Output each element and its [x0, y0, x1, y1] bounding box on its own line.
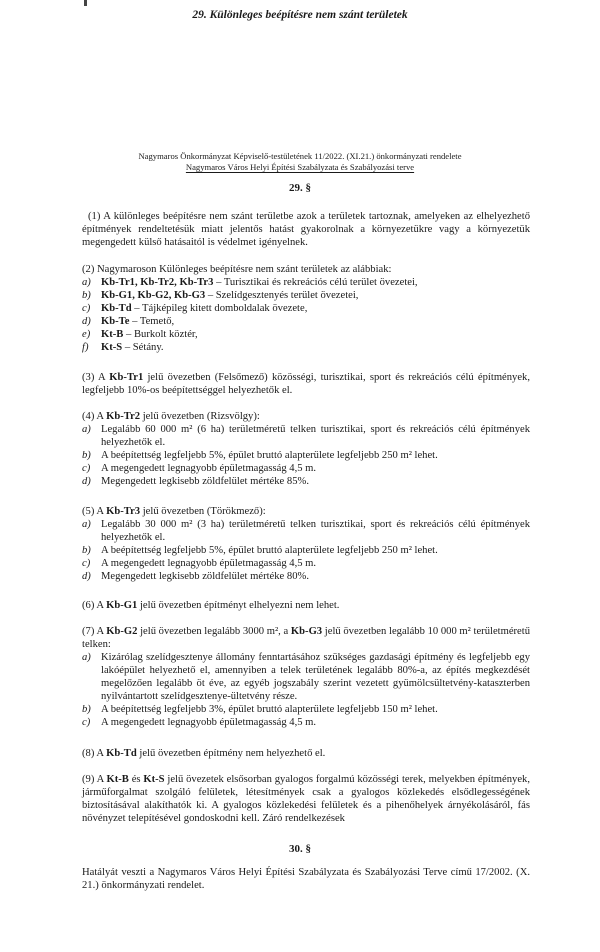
paragraph-9: (9) A Kt-B és Kt-S jelű övezetek elsősorban gyalogos forgalmú közösségi terek, melyekben építmények, járműforgalmat szolgáló felületek, létesítmények csak a gyalogos közlekedés elsődlegességének biztosításával alakíthatók ki. A gyalogos közlekedési felületek és a pihenőhelyek árnyékolásáról, fás növényzet telepítésével gondoskodni kell. Záró rendelkezések	[82, 774, 530, 824]
list-item: a) Legalább 60 000 m² (6 ha) területméretű telken turisztikai, sport és rekreációs célú építmények helyezhetők el.	[82, 424, 530, 448]
paragraph-4-intro: (4) A Kb-Tr2 jelű övezetben (Rizsvölgy):	[82, 411, 260, 422]
list-item: f) Kt-S – Sétány.	[82, 342, 164, 353]
list-item: a) Kizárólag szelídgesztenye állomány fenntartásához szükséges gazdasági építmény és legfeljebb egy lakóépület helyezhető el, amennyiben a telek területének legalább 80%-a, az építés megkezdését megelőzően legalább öt éve, az egyéb jogszabály szerint vezetett gyümölcsültetvény-kataszterben nyilvántartott szelídgesztenye-ültetvény része.	[82, 652, 530, 702]
paragraph-7-intro: (7) A Kb-G2 jelű övezetben legalább 3000 m², a Kb-G3 jelű övezetben legalább 10 000 m² területméretű telken:	[82, 626, 531, 650]
header-line-2: Nagymaros Város Helyi Építési Szabályzata és Szabályozási terve	[185, 162, 415, 172]
list-item: e) Kt-B – Burkolt köztér,	[82, 329, 198, 340]
list-item: a) Kb-Tr1, Kb-Tr2, Kb-Tr3 – Turisztikai és rekreációs célú terület övezetei,	[82, 277, 418, 288]
list-item: d) Megengedett legkisebb zöldfelület mértéke 80%.	[82, 571, 309, 582]
list-item: b) A beépítettség legfeljebb 5%, épület bruttó alapterülete legfeljebb 250 m² lehet.	[82, 545, 438, 556]
paragraph-3: (3) A Kb-Tr1 jelű övezetben (Felsőmező) közösségi, turisztikai, sport és rekreációs célú építmények, legfeljebb 10%-os beépítettséggel helyezhetők el.	[82, 372, 530, 396]
page-title: 29. Különleges beépítésre nem szánt területek	[192, 9, 408, 21]
paragraph-5	[82, 505, 530, 583]
paragraph-4	[82, 410, 530, 488]
list-item: b) A beépítettség legfeljebb 5%, épület bruttó alapterülete legfeljebb 250 m² lehet.	[82, 450, 438, 461]
paragraph-1: (1) A különleges beépítésre nem szánt területbe azok a területek tartoznak, amelyeken az elhelyezhető építmények rendeltetésük miatt jelentős hatást gyakorolnak a környezetükre vagy a környezetük megengedett külső hatásaitól is védelmet igényelnek.	[82, 211, 530, 248]
list-item: b) Kb-G1, Kb-G2, Kb-G3 – Szelídgesztenyés terület övezetei,	[82, 290, 359, 301]
section-29-heading: 29. §	[289, 182, 311, 194]
paragraph-6: (6) A Kb-G1 jelű övezetben építményt elhelyezni nem lehet.	[82, 600, 340, 611]
list-item: c) Kb-Td – Tájképileg kitett domboldalak övezete,	[82, 303, 308, 314]
paragraph-10: Hatályát veszti a Nagymaros Város Helyi Építési Szabályzata és Szabályozási Terve című 17/2002. (X. 21.) önkormányzati rendelet.	[82, 867, 530, 891]
zone-list	[82, 276, 530, 354]
list-item: c) A megengedett legnagyobb épületmagasság 4,5 m.	[82, 717, 317, 728]
list-item: c) A megengedett legnagyobb épületmagasság 4,5 m.	[82, 463, 317, 474]
regulation-header	[70, 151, 530, 173]
list-item: b) A beépítettség legfeljebb 3%, épület bruttó alapterülete legfeljebb 150 m² lehet.	[82, 704, 438, 715]
paragraph-8: (8) A Kb-Td jelű övezetben építmény nem helyezhető el.	[82, 748, 326, 759]
list-item: a) Legalább 30 000 m² (3 ha) területméretű telken turisztikai, sport és rekreációs célú építmények helyezhetők el.	[82, 519, 530, 543]
paragraph-5-intro: (5) A Kb-Tr3 jelű övezetben (Törökmező):	[82, 506, 266, 517]
paragraph-2	[82, 263, 530, 354]
section-30-heading: 30. §	[289, 843, 311, 855]
list-item: d) Kb-Te – Temető,	[82, 316, 175, 327]
paragraph-2-intro: (2) Nagymaroson Különleges beépítésre nem szánt területek az alábbiak:	[82, 264, 392, 275]
paragraph-7	[82, 625, 530, 729]
header-line-1: Nagymaros Önkormányzat Képviselő-testületének 11/2022. (XI.21.) önkormányzati rendelete	[138, 151, 462, 161]
list-item: d) Megengedett legkisebb zöldfelület mértéke 85%.	[82, 476, 309, 487]
scan-mark	[84, 0, 87, 6]
list-item: c) A megengedett legnagyobb épületmagasság 4,5 m.	[82, 558, 317, 569]
